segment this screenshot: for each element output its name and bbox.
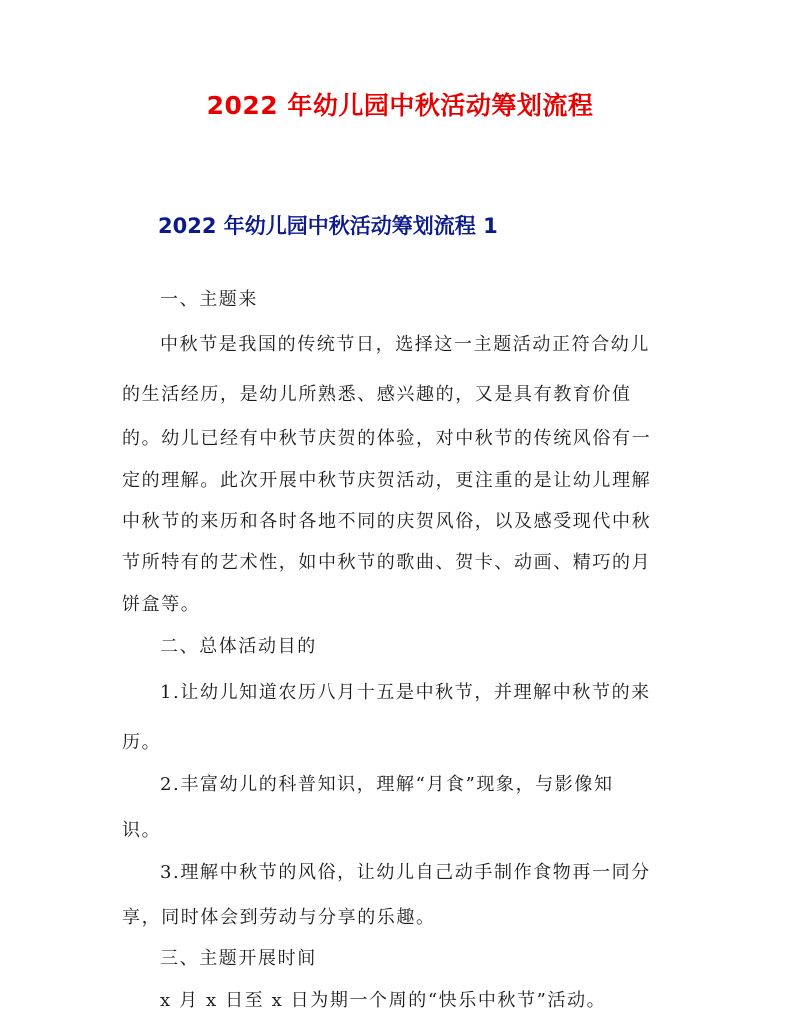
paragraph-line: x 月 x 日至 x 日为期一个周的“快乐中秋节”活动。 <box>160 990 607 1011</box>
section-heading: 2022 年幼儿园中秋活动筹划流程 1 <box>158 214 498 238</box>
document-title: 2022 年幼儿园中秋活动筹划流程 <box>206 91 594 120</box>
list-item: 3.理解中秋节的风俗，让幼儿自己动手制作食物再一同分 <box>160 862 651 883</box>
paragraph-line: 节所特有的艺术性，如中秋节的歌曲、贺卡、动画、精巧的月 <box>122 552 652 573</box>
heading-schedule: 三、主题开展时间 <box>160 948 317 969</box>
paragraph-line: 的生活经历，是幼儿所熟悉、感兴趣的，又是具有教育价值 <box>122 384 632 405</box>
paragraph-line: 中秋节的来历和各时各地不同的庆贺风俗，以及感受现代中秋 <box>122 511 652 532</box>
list-item: 1.让幼儿知道农历八月十五是中秋节，并理解中秋节的来 <box>160 682 651 703</box>
paragraph-line: 中秋节是我国的传统节日，选择这一主题活动正符合幼儿 <box>160 334 650 355</box>
paragraph-line: 的。幼儿已经有中秋节庆贺的体验，对中秋节的传统风俗有一 <box>122 428 652 449</box>
paragraph-line: 饼盒等。 <box>122 594 201 615</box>
paragraph-line: 历。 <box>122 732 162 753</box>
paragraph-line: 享，同时体会到劳动与分享的乐趣。 <box>122 907 436 928</box>
paragraph-line: 定的理解。此次开展中秋节庆贺活动，更注重的是让幼儿理解 <box>122 470 652 491</box>
heading-theme: 一、主题来 <box>160 289 258 310</box>
list-item: 2.丰富幼儿的科普知识，理解“月食”现象，与影像知 <box>160 774 614 795</box>
paragraph-line: 识。 <box>122 820 162 841</box>
heading-objectives: 二、总体活动目的 <box>160 636 317 657</box>
